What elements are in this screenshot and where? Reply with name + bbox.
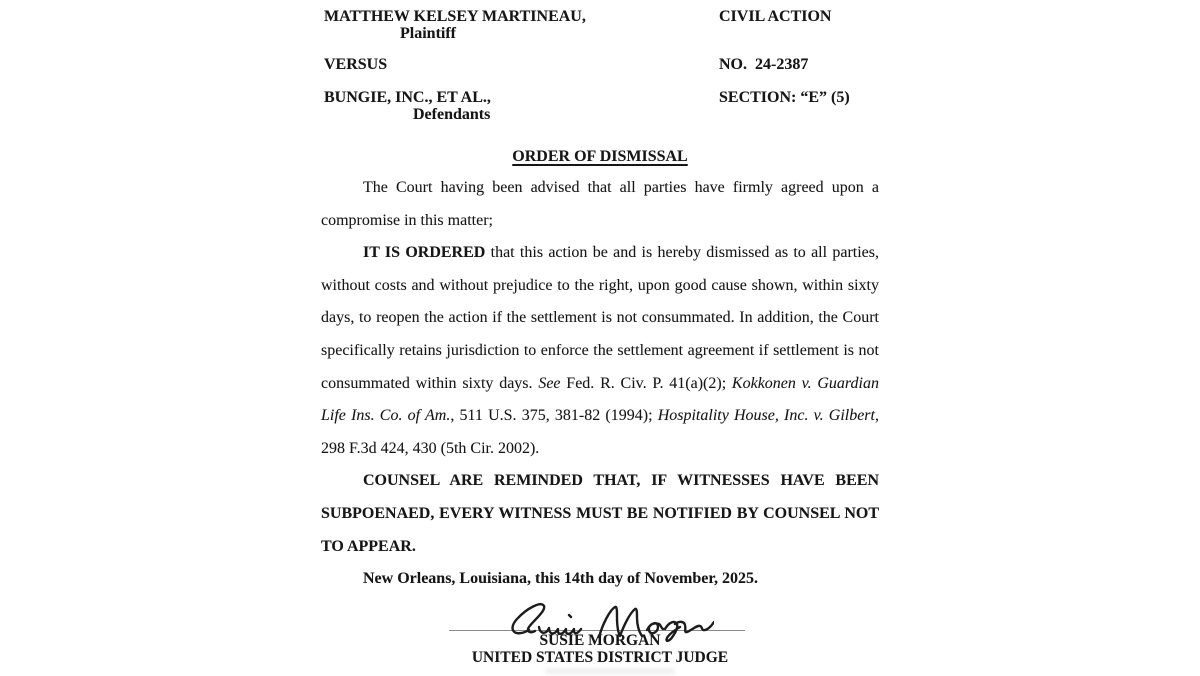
order-title: ORDER OF DISMISSAL	[512, 148, 688, 165]
signature-block	[321, 598, 879, 676]
judge-title: UNITED STATES DISTRICT JUDGE	[471, 648, 729, 666]
civil-action-label: CIVIL ACTION	[719, 8, 832, 25]
section-label: SECTION: “E” (5)	[719, 89, 850, 106]
defendant-name: BUNGIE, INC., ET AL.,	[324, 89, 491, 106]
judge-signature-handwriting	[489, 598, 714, 644]
paragraph-counsel-reminder: COUNSEL ARE REMINDED THAT, IF WITNESSES HAVE BEEN SUBPOENAED, EVERY WITNESS MUST BE NOTIFIED BY COUNSEL NOT TO APPEAR.	[321, 472, 879, 555]
case-number: NO. 24-2387	[719, 56, 809, 73]
plaintiff-role-label: Plaintiff	[400, 25, 456, 42]
judge-name: SUSIE MORGAN	[539, 631, 661, 649]
cutoff-text-fragment	[545, 669, 675, 675]
case-caption	[321, 0, 879, 132]
versus-label: VERSUS	[324, 56, 388, 73]
paragraph-dateline: New Orleans, Louisiana, this 14th day of November, 2025.	[363, 570, 758, 588]
paragraph-recitals: The Court having been advised that all parties have firmly agreed upon a compromise in this matter;	[321, 179, 879, 229]
plaintiff-name: MATTHEW KELSEY MARTINEAU,	[324, 8, 586, 25]
paragraph-order-of-dismissal: IT IS ORDERED that this action be and is hereby dismissed as to all parties, without costs and without prejudice to the right, upon good cause shown, within sixty days, to reopen the action if the settlement is not consummated. In addition, the Court specifically retains jurisdiction to enforce the settlement agreement if settlement is not consummated within sixty days. See Fed. R. Civ. P. 41(a)(2); Kokkonen v. Guardian Life Ins. Co. of Am., 511 U.S. 375, 381-82 (1994); Hospitality House, Inc. v. Gilbert, 298 F.3d 424, 430 (5th Cir. 2002).	[321, 244, 880, 457]
defendant-role-label: Defendants	[413, 106, 491, 123]
order-body	[321, 172, 879, 596]
order-document	[321, 0, 879, 676]
